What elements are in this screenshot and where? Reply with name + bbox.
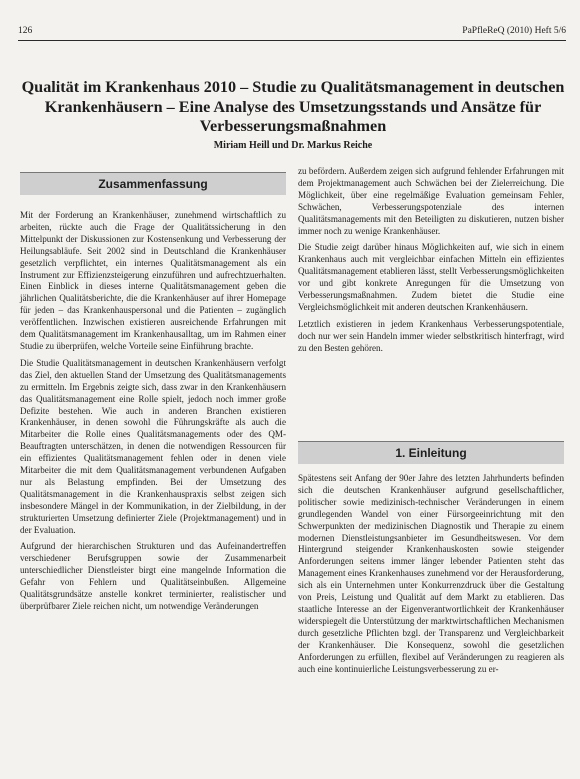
summary-continuation-column	[298, 166, 564, 360]
continuation-paragraph-1: zu befördern. Außerdem zeigen sich aufgrund fehlender Erfahrungen mit dem Projektmanagement auch Schwächen bei der Zielerreichung. Die Möglichkeit, über eine regelmäßige Evaluation gemeinsam Fehler, Schwächen, Verbesserungspotenziale des internen Qualitätsmanagements mit den Beteiligten zu diskutieren, nutzen bisher immer noch zu wenige Krankenhäuser.	[298, 166, 564, 236]
page-number: 126	[18, 26, 33, 36]
running-header	[18, 26, 566, 41]
intro-heading: 1. Einleitung	[298, 441, 564, 464]
summary-column	[20, 210, 286, 618]
continuation-paragraph-2: Die Studie zeigt darüber hinaus Möglichkeiten auf, wie sich in einem Krankenhaus auch mit vergleichbar einfachen Mitteln ein effizientes Qualitätsmanagement etablieren lässt, stellt Verbesserungsmöglichkeiten vor und gibt konkrete Anregungen für die Umsetzung von Verbesserungsmaßnahmen. Zudem bietet die Studie eine Vergleichsmöglichkeit mit anderen deutschen Krankenhäusern.	[298, 242, 564, 312]
summary-heading: Zusammenfassung	[20, 172, 286, 195]
summary-paragraph-1: Mit der Forderung an Krankenhäuser, zunehmend wirtschaftlich zu arbeiten, rückte auch die Frage der Qualitätssicherung in den Mittelpunkt der Diskussionen zur Kostensenkung und Verbesserung der Heilungsabläufe. Seit 2002 sind in Deutschland die Krankenhäuser gesetzlich verpflichtet, ein internes Qualitätsmanagement als ein Instrument zur Effizienzsteigerung einzuführen und aufrechtzuerhalten. Einen Einblick in dieses interne Qualitätsmanagement geben die jährlichen Qualitätsberichte, die die Krankenhäuser auf ihrer Homepage für jeden – das Krankenhauspersonal und die Patienten – zugänglich veröffentlichen. Inzwischen existieren ausreichende Erfahrungen mit dem Qualitätsmanagement im Krankenhausalltag, um im Rahmen einer Studie zu überprüfen, welche Vorteile seine Einführung brachte.	[20, 210, 286, 351]
article-title: Qualität im Krankenhaus 2010 – Studie zu Qualitätsmanagement in deutschen Krankenhäusern – Eine Analyse des Umsetzungsstands und Ansätze für Verbesserungsmaßnahmen	[21, 78, 565, 135]
summary-paragraph-3: Aufgrund der hierarchischen Strukturen und das Aufeinandertreffen verschiedener Berufsgruppen sowie der Zusammenarbeit unterschiedlicher Dienstleister birgt eine mangelnde Information die Gefahr von Fehlern und Qualitätseinbußen. Allgemeine Qualitätsgrundsätze anstelle konkret terminierter, realistischer und überprüfbarer Ziele reichen nicht, um notwendige Veränderungen	[20, 541, 286, 611]
intro-paragraph: Spätestens seit Anfang der 90er Jahre des letzten Jahrhunderts befinden sich die deutschen Krankenhäuser aufgrund gesellschaftlicher, politischer sowie medizinisch-technischer Veränderungen in einem grundlegenden Wandel von einer Fürsorgeeinrichtung mit den Schwerpunkten der medizinischen Diagnostik und Therapie zu einem modernen Dienstleistungsanbieter im Gesundheitswesen. Vor dem Hintergrund steigender Krankenhauskosten sowie steigender Anforderungen seitens immer länger lebender Patienten steht das Management eines Krankenhauses zunehmend vor der Herausforderung, sich als ein Unternehmen unter Konkurrenzdruck über die Gestaltung von Preis, Leistung und Qualität auf dem Markt zu etablieren. Das staatliche Interesse an der Eigenverantwortlichkeit der Krankenhäuser widerspiegelt die Unterstützung der marktwirtschaftlichen Mechanismen durch gesetzliche Pflichten bzgl. der Transparenz und Vergleichbarkeit der Krankenhäuser. Die Konsequenz, sowohl die gesetzlichen Anforderungen zu erfüllen, flexibel auf Veränderungen zu reagieren als auch eine kontinuierliche Leistungsverbesserung zu er-	[298, 473, 564, 674]
continuation-paragraph-3: Letztlich existieren in jedem Krankenhaus Verbesserungspotentiale, doch nur wer sein Handeln immer wieder selbstkritisch hinterfragt, wird zu den Besten gehören.	[298, 318, 564, 353]
intro-column	[298, 473, 564, 680]
journal-name: PaPfleReQ (2010) Heft 5/6	[462, 26, 566, 36]
article-authors: Miriam Heill und Dr. Markus Reiche	[213, 140, 373, 151]
summary-paragraph-2: Die Studie Qualitätsmanagement in deutschen Krankenhäusern verfolgt das Ziel, den aktuellen Stand der Umsetzung des Qualitätsmanagements zu ermitteln. Im Ergebnis zeigte sich, dass zwar in den Krankenhäusern das Qualitätsmanagement eine Rolle spielt, jedoch noch immer große Defizite bestehen. Wie auch in anderen Branchen existieren Krankenhäuser, in denen sowohl die Führungskräfte als auch die Mitarbeiter die Rolle eines Qualitätsmanagements oder des QM-Beauftragten unterschätzen, in denen die notwendigen Ressourcen für ein effizientes Qualitätsmanagement fehlen oder in denen viele Mitarbeiter die mit dem Qualitätsmanagement verbundenen Aufgaben nur als Belastung empfinden. Bei der Umsetzung des Qualitätsmanagement in die Krankenhauspraxis selbst zeigen sich insbesondere Mängel in der Kommunikation, in der Zielbildung, in der strukturierten Umsetzung definierter Ziele (Projektmanagement) und in der Evaluation.	[20, 357, 286, 535]
